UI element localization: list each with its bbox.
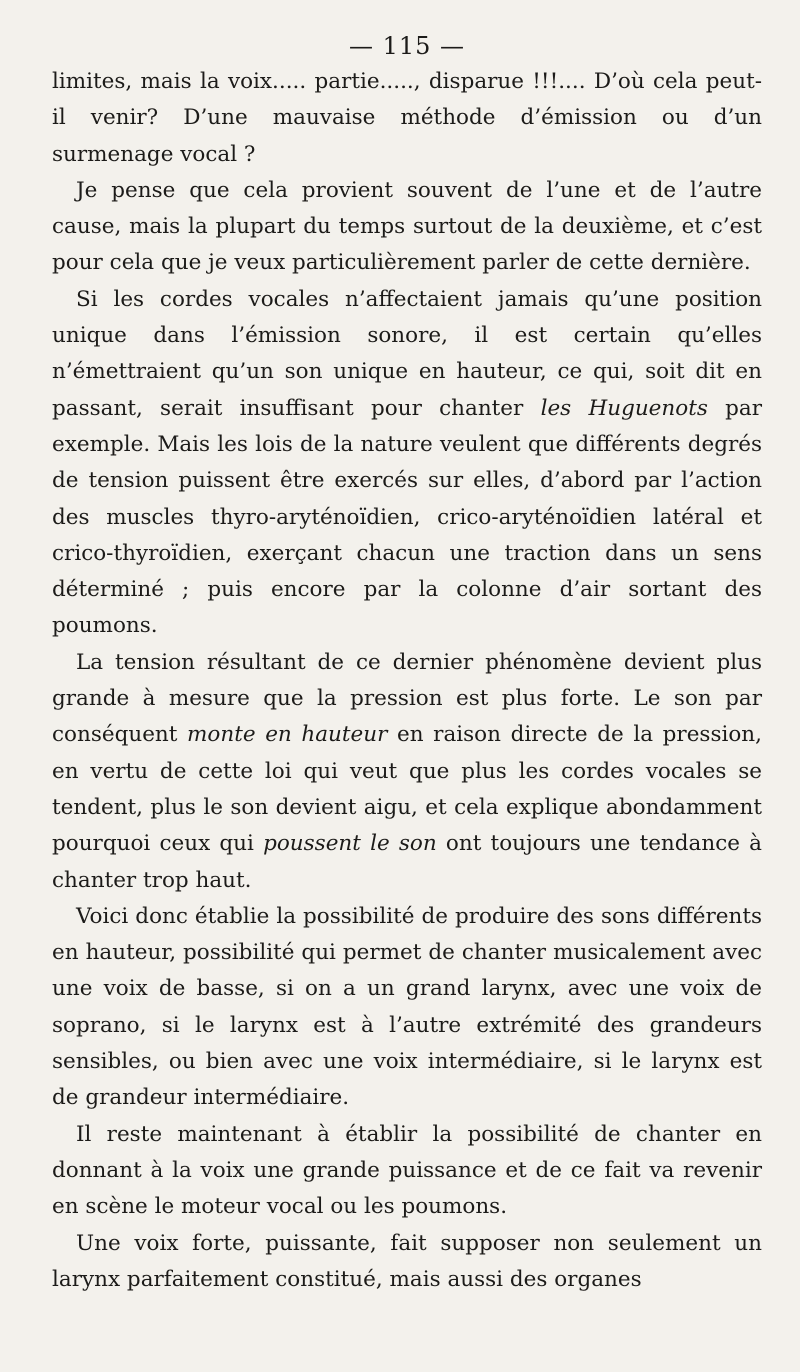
text-run: Je pense que cela provient souvent de l’une et de l’autre cause, mais la plupart du temps surtout de la deuxième, et c’est pour cela que je veux particulièrement parler de cette dernière. [52,177,762,276]
text-run: Si les cordes vocales n’affectaient jamais qu’une position unique dans l’émission sonore, il est certain qu’elles n’émettraient qu’un son unique en hauteur, ce qui, soit dit en passant, serait insuffisant pour chanter [52,286,762,421]
text-run: Il reste maintenant à établir la possibilité de chanter en donnant à la voix une grande puissance et de ce fait va revenir en scène le moteur vocal ou les poumons. [52,1121,762,1220]
paragraph [52,1226,762,1299]
paragraph [52,899,762,1117]
text-run: La tension résultant de ce dernier phénomène devient plus grande à mesure que la pression est plus forte. Le son par conséquent [52,649,762,748]
italic-text: monte en hauteur [187,722,388,748]
text-run: Une voix forte, puissante, fait supposer non seulement un larynx parfaitement constitué, mais aussi des organes [52,1230,762,1292]
text-run: Voici donc établie la possibilité de produire des sons différents en hauteur, possibilité qui permet de chanter musicalement avec une voix de basse, si on a un grand larynx, avec une voix de soprano, si le larynx est à l’autre extrémité des grandeurs sensibles, ou bien avec une voix intermédiaire, si le larynx est de grandeur intermédiaire. [52,903,762,1111]
italic-text: les Huguenots [540,395,708,421]
paragraph [52,64,762,173]
paragraph [52,1117,762,1226]
body-text [52,64,762,1298]
paragraph [52,645,762,899]
italic-text: poussent le son [263,831,437,857]
paragraph [52,282,762,645]
page-number: — 115 — [348,32,466,60]
text-run: limites, mais la voix..... partie....., disparue !!!.... D’où cela peut-il venir? D’une mauvaise méthode d’émission ou d’un surmenage vocal ? [52,69,762,167]
text-run: ont toujours une tendance à chanter trop haut. [52,831,762,893]
text-run: en raison directe de la pression, en vertu de cette loi qui veut que plus les cordes vocales se tendent, plus le son devient aigu, et cela explique abondamment pourquoi ceux qui [52,722,762,857]
paragraph [52,173,762,282]
text-run: par exemple. Mais les lois de la nature veulent que différents degrés de tension puissent être exercés sur elles, d’abord par l’action des muscles thyro-aryténoïdien, crico-aryténoïdien latéral et crico-thyroïdien, exerçant chacun une traction dans un sens déterminé ; puis encore par la colonne d’air sortant des poumons. [52,395,762,639]
